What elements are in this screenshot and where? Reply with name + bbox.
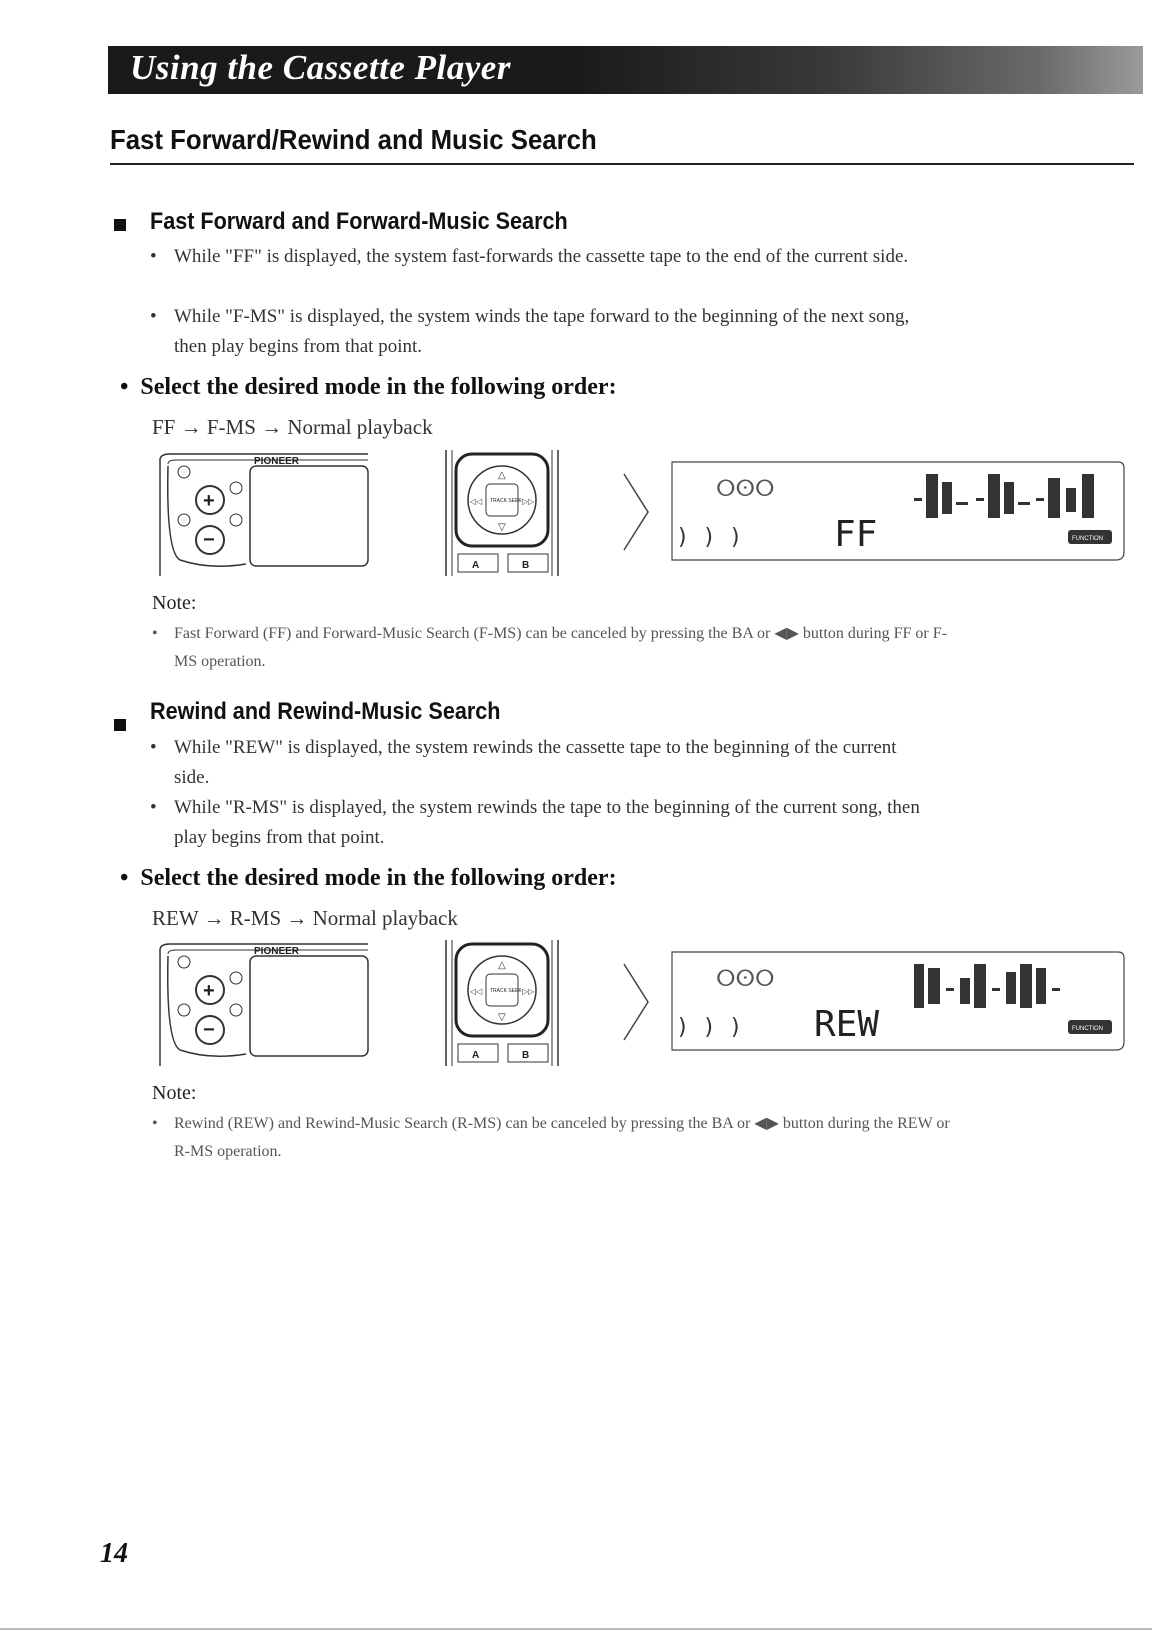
svg-text:▷▷: ▷▷ <box>522 987 535 996</box>
ff-note-text: Fast Forward (FF) and Forward-Music Search (F-MS) can be canceled by pressing the BA or ◀▶ button during FF or F-MS operation. <box>174 625 947 670</box>
btn-a-label: A <box>472 1050 480 1061</box>
svg-text:▽: ▽ <box>498 522 506 533</box>
function-label: FUNCTION <box>1072 536 1103 542</box>
ff-select-instruction <box>120 374 617 401</box>
display-mode-text: FF <box>834 514 878 555</box>
bullet-icon: • <box>120 865 129 891</box>
head-unit-illustration <box>150 452 370 576</box>
svg-text:ⵔⵙⵔ: ⵔⵙⵔ <box>716 967 775 992</box>
btn-b-label: B <box>522 560 530 571</box>
svg-text:ⵔⵙⵔ: ⵔⵙⵔ <box>716 477 775 502</box>
bullet-icon: • <box>152 1115 158 1132</box>
brand-label: PIONEER <box>254 946 300 957</box>
page-number: 14 <box>100 1538 128 1569</box>
ff-note-heading: Note: <box>152 592 197 614</box>
rew-bullet-2-text: While "R-MS" is displayed, the system rewinds the tape to the beginning of the current song, then play begins from that point. <box>174 797 920 848</box>
ff-bullet-1-text: While "FF" is displayed, the system fast-forwards the cassette tape to the end of the current side. <box>174 246 909 267</box>
page-bottom-edge <box>0 1628 1152 1630</box>
chapter-banner <box>108 46 1143 94</box>
svg-text:) ) ): ) ) ) <box>676 1015 743 1040</box>
remote-control-illustration <box>440 938 564 1066</box>
ff-heading: Fast Forward and Forward-Music Search <box>150 208 568 235</box>
ff-bullet-2-text: While "F-MS" is displayed, the system winds the tape forward to the beginning of the next song, then play begins from that point. <box>174 306 910 357</box>
svg-text:◁◁: ◁◁ <box>470 497 483 506</box>
ff-select-text: Select the desired mode in the following order: <box>140 374 617 400</box>
btn-a-label: A <box>472 560 480 571</box>
svg-text:◁◁: ◁◁ <box>470 987 483 996</box>
bullet-icon: • <box>150 246 157 267</box>
remote-control-illustration <box>440 448 564 576</box>
ff-bullet-2 <box>150 302 934 362</box>
bullet-icon: • <box>150 306 157 327</box>
square-bullet-icon <box>114 219 126 231</box>
function-label: FUNCTION <box>1072 1026 1103 1032</box>
rew-bullet-1 <box>150 733 934 793</box>
display-mode-text: REW <box>814 1004 880 1045</box>
bullet-icon: • <box>152 625 158 642</box>
rew-bullet-2 <box>150 793 934 853</box>
arrow-pointer-icon <box>622 472 652 552</box>
svg-text:+: + <box>203 980 215 1002</box>
bullet-icon: • <box>150 797 157 818</box>
ff-note <box>152 620 954 676</box>
rew-select-instruction <box>120 865 617 892</box>
rew-note-text: Rewind (REW) and Rewind-Music Search (R-MS) can be canceled by pressing the BA or ◀▶ button during the REW or R-MS operation. <box>174 1115 950 1160</box>
rew-bullet-1-text: While "REW" is displayed, the system rewinds the cassette tape to the beginning of the current side. <box>174 737 897 788</box>
svg-text:+: + <box>203 490 215 512</box>
svg-text:) ) ): ) ) ) <box>676 525 743 550</box>
square-bullet-icon <box>114 719 126 731</box>
lcd-display-ff <box>664 458 1126 564</box>
rew-heading: Rewind and Rewind-Music Search <box>150 698 501 725</box>
head-unit-illustration <box>150 942 370 1066</box>
rew-note-heading: Note: <box>152 1082 197 1104</box>
track-seek-label: TRACK SEEK <box>490 498 522 504</box>
lcd-display-rew <box>664 948 1126 1054</box>
brand-label: PIONEER <box>254 456 300 467</box>
rew-note <box>152 1110 954 1166</box>
section-title: Fast Forward/Rewind and Music Search <box>110 124 597 155</box>
svg-text:△: △ <box>498 470 506 481</box>
section-divider <box>110 163 1134 165</box>
svg-text:▷▷: ▷▷ <box>522 497 535 506</box>
rew-order: REW → R-MS → Normal playback <box>152 906 458 930</box>
svg-text:−: − <box>203 529 215 551</box>
svg-text:▽: ▽ <box>498 1012 506 1023</box>
bullet-icon: • <box>120 374 129 400</box>
svg-text:−: − <box>203 1019 215 1041</box>
svg-text:△: △ <box>498 960 506 971</box>
track-seek-label: TRACK SEEK <box>490 988 522 994</box>
arrow-pointer-icon <box>622 962 652 1042</box>
bullet-icon: • <box>150 737 157 758</box>
rew-select-text: Select the desired mode in the following order: <box>140 865 617 891</box>
chapter-title: Using the Cassette Player <box>130 48 511 87</box>
ff-bullet-1 <box>150 242 934 272</box>
ff-order: FF → F-MS → Normal playback <box>152 415 433 439</box>
btn-b-label: B <box>522 1050 530 1061</box>
